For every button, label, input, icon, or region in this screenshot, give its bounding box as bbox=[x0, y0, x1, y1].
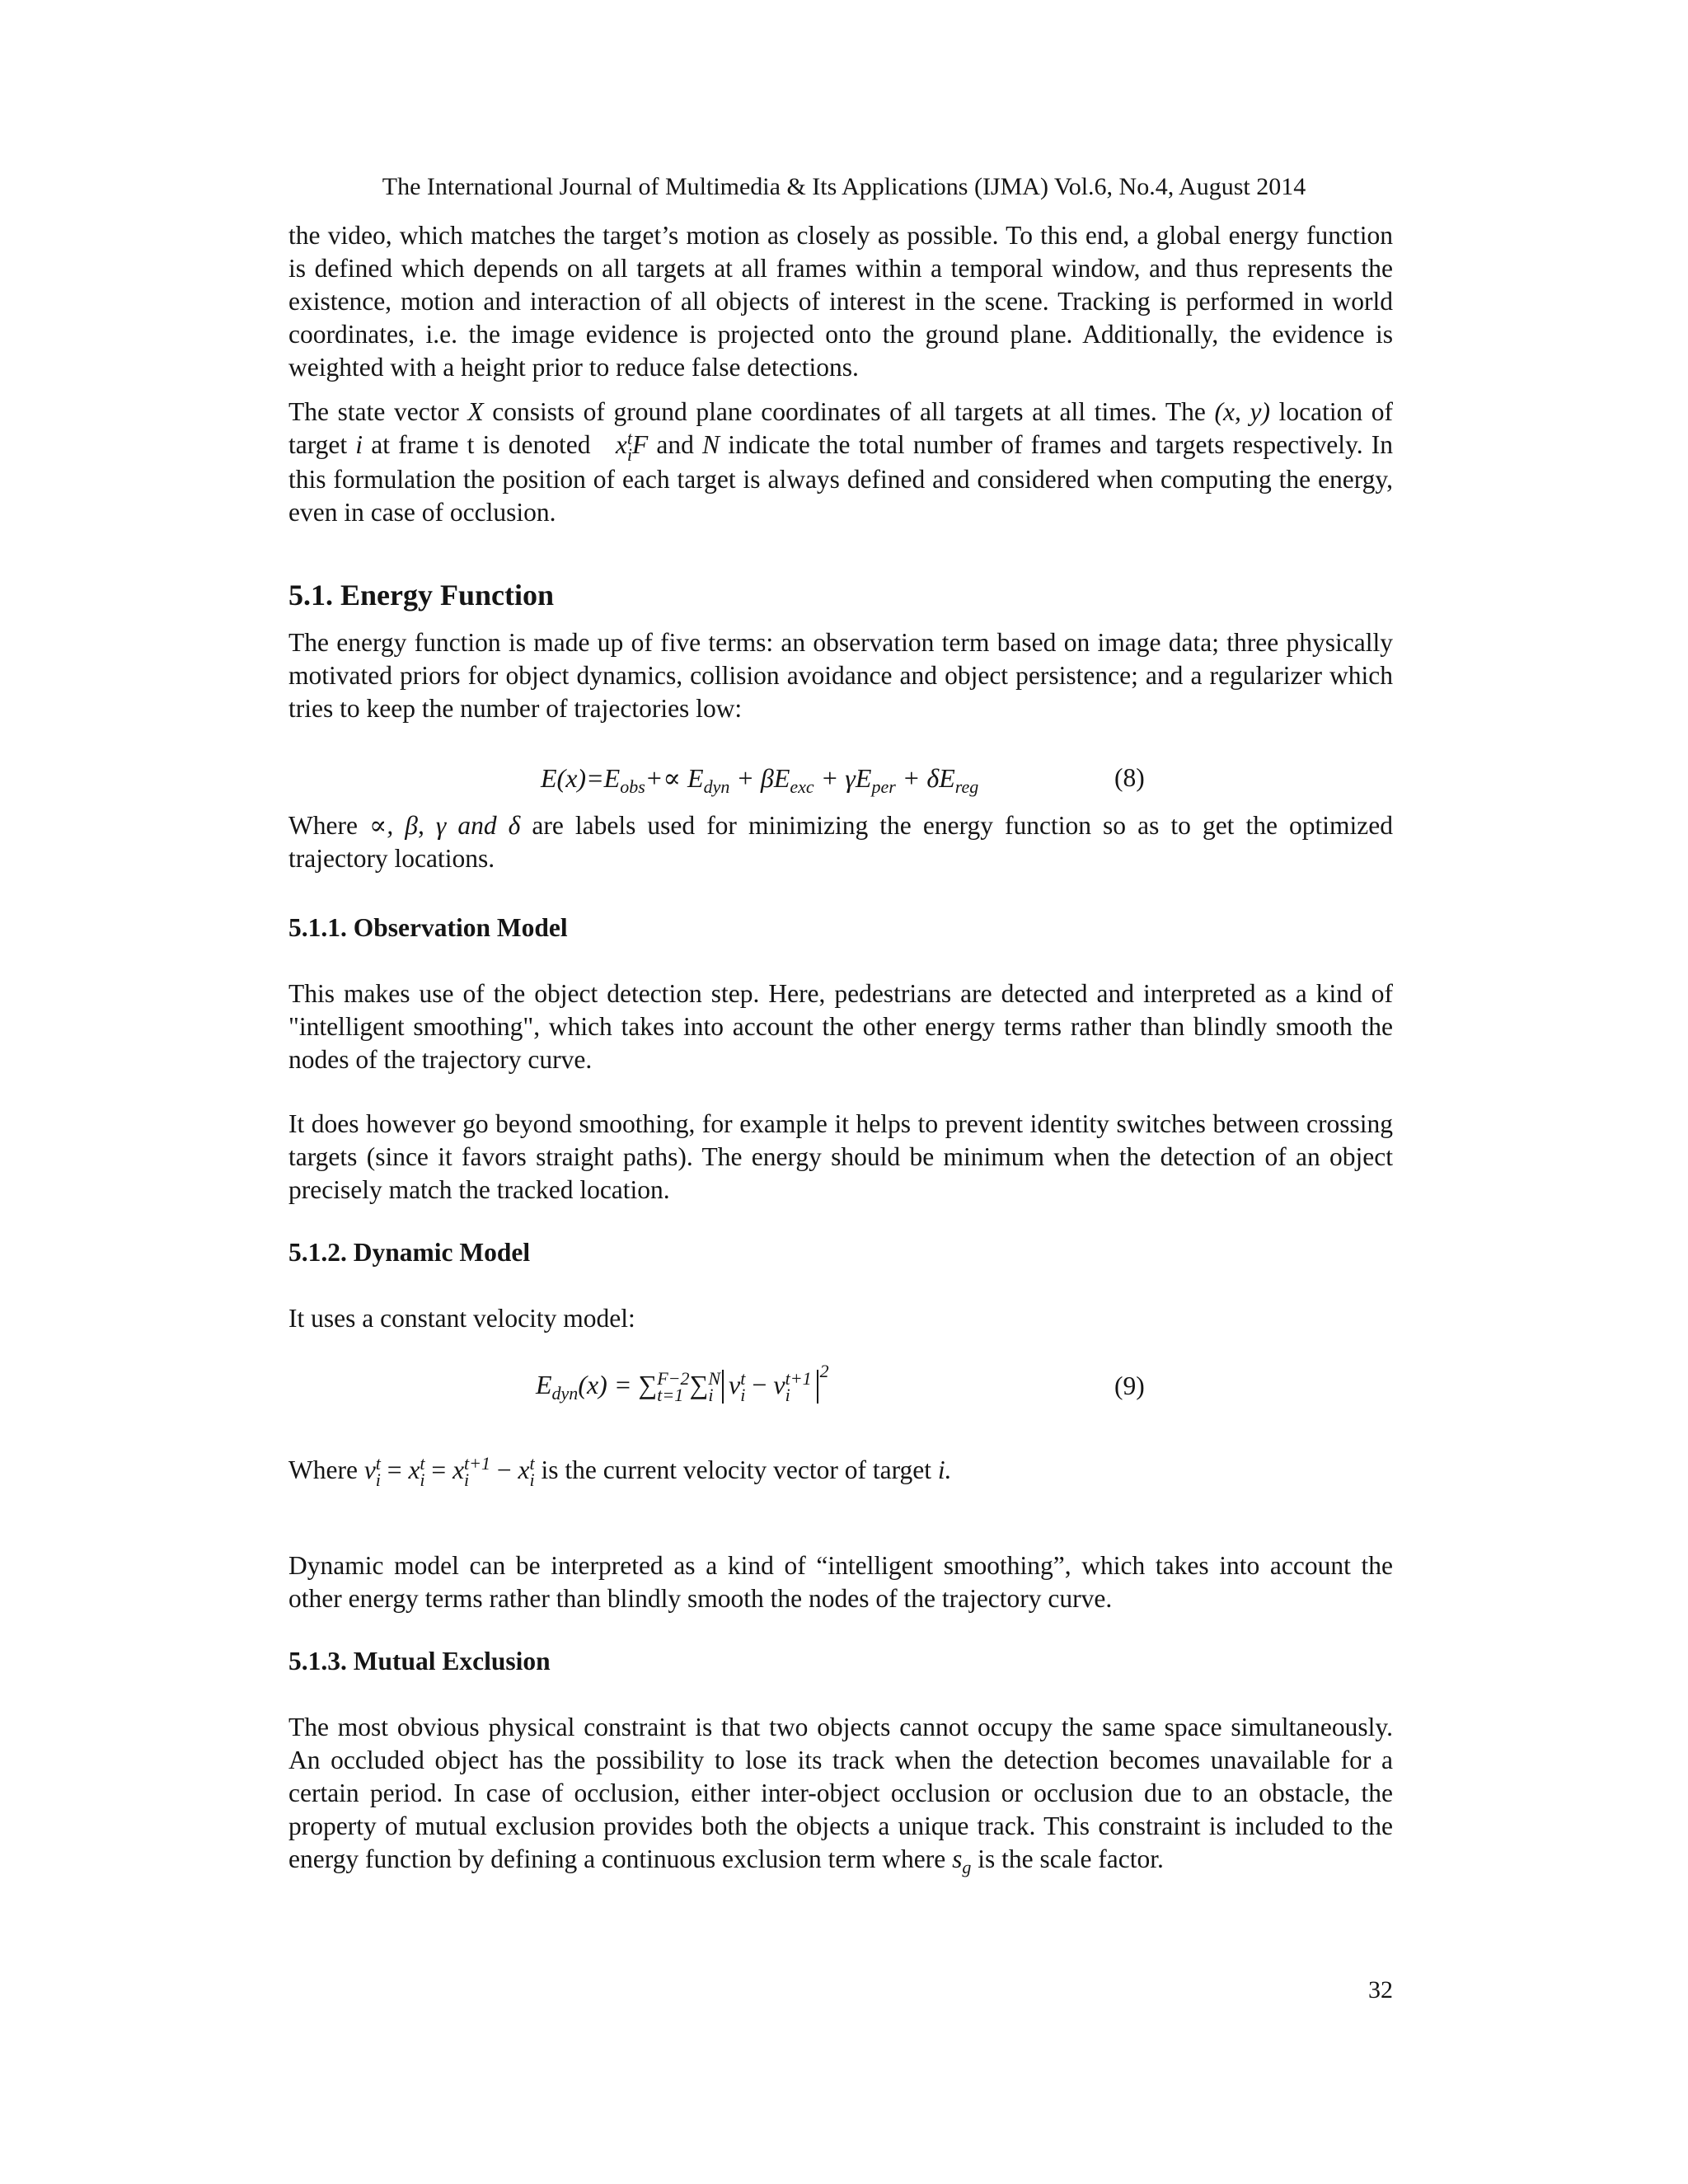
text-run: consists of ground plane coordinates of all targets at all times. The bbox=[483, 397, 1215, 426]
equation-8: $E(x)=E_{obs}+\propto E_{dyn} + \beta E_{exc} + \gamma E_{per} + \delta E_{reg}$ bbox=[541, 763, 979, 797]
math-symbol: N bbox=[702, 430, 720, 459]
math-symbol: (x, y) bbox=[1214, 397, 1270, 426]
paragraph-state-vector bbox=[288, 396, 1393, 529]
text-run: location of target bbox=[288, 397, 1393, 459]
equation-number: (8) bbox=[1114, 763, 1145, 792]
text-run: Where bbox=[288, 811, 369, 840]
subsection-heading: 5.1.1. Observation Model bbox=[288, 913, 568, 942]
paragraph-text: It uses a constant velocity model: bbox=[288, 1304, 635, 1333]
paragraph-text: This makes use of the object detection step. Here, pedestrians are detected and interpreted as a kind of "intelligent smoothing", which takes into account the other energy terms rather than blindly smooth the nodes of the trajectory curve. bbox=[288, 979, 1393, 1074]
paragraph-mutual-exclusion: The most obvious physical constraint is that two objects cannot occupy the same space simultaneously. An occluded object has the possibility to lose its track when the detection becomes unavailable for a certain period. In case of occlusion, either inter-object occlusion or occlusion due to an obstacle, the property of mutual exclusion provides both the objects a unique track. This constraint is included to the energy function by defining a continuous exclusion term where $s_g$ is the scale factor. bbox=[288, 1713, 1393, 1877]
text-run: are labels used for minimizing the energy function so as to get the optimized trajectory locations. bbox=[288, 811, 1394, 873]
section-heading: 5.1. Energy Function bbox=[288, 579, 555, 612]
equation-9: $E_{dyn}(x)$ = ∑ F−2 t=1 ∑ N i v t i − v t+1 i $^2$ bbox=[536, 1361, 829, 1405]
math-script: t i bbox=[626, 428, 633, 465]
paragraph-where-velocity: Where v t i = x t i = x t+1 i − x t i is the current velocity vector of target i. bbox=[288, 1453, 952, 1490]
subsection-heading: 5.1.2. Dynamic Model bbox=[288, 1238, 531, 1267]
text-run: and bbox=[648, 430, 703, 459]
text-run: at frame t is denoted bbox=[363, 430, 599, 459]
subsection-heading: 5.1.3. Mutual Exclusion bbox=[288, 1647, 551, 1675]
paragraph-text: the video, which matches the target’s motion as closely as possible. To this end, a global energy function is defined which depends on all targets at all frames within a temporal window, and thus represents the existence, motion and interaction of all objects of interest in the scene. Tracking is performed in world coordinates, i.e. the image evidence is projected onto the ground plane. Additionally, the evidence is weighted with a height prior to reduce false detections. bbox=[288, 221, 1393, 382]
math-symbol: X bbox=[467, 397, 484, 426]
paragraph-dynamic-model bbox=[288, 1549, 1393, 1615]
norm-bars: v t i − v t+1 i bbox=[722, 1370, 818, 1404]
math-symbol: x bbox=[615, 430, 627, 459]
paragraph-text: Dynamic model can be interpreted as a kind of “intelligent smoothing”, which takes into account the other energy terms rather than blindly smooth the nodes of the trajectory curve. bbox=[288, 1551, 1393, 1613]
math-symbol: F bbox=[632, 430, 649, 459]
paragraph-text: The energy function is made up of five terms: an observation term based on image data; three physically motivated priors for object dynamics, collision avoidance and object persistence; and a regularizer which tries to keep the number of trajectories low: bbox=[288, 628, 1393, 723]
paragraph-observation bbox=[288, 977, 1393, 1076]
paragraph-intro bbox=[288, 219, 1393, 384]
equation-number: (9) bbox=[1114, 1371, 1145, 1400]
running-header: The International Journal of Multimedia & Its Applications (IJMA) Vol.6, No.4, August 2014 bbox=[382, 173, 1306, 200]
math-symbol: ∝, β, γ and δ bbox=[369, 811, 521, 840]
text-run: indicate the total number of frames and targets respectively. In this formulation the position of each target is always defined and considered when computing the energy, even in case of occlusion. bbox=[288, 430, 1393, 527]
paragraph-energy bbox=[288, 626, 1393, 725]
math-symbol: i bbox=[355, 430, 363, 459]
paragraph-smoothing bbox=[288, 1108, 1393, 1207]
paragraph-where-labels bbox=[288, 809, 1393, 875]
text-run: The state vector bbox=[288, 397, 468, 426]
paragraph-text: It does however go beyond smoothing, for example it helps to prevent identity switches between crossing targets (since it favors straight paths). The energy should be minimum when the detection of an object precisely match the tracked location. bbox=[288, 1109, 1393, 1204]
page-number: 32 bbox=[1368, 1976, 1393, 2004]
paragraph-velocity-intro bbox=[288, 1302, 1393, 1335]
